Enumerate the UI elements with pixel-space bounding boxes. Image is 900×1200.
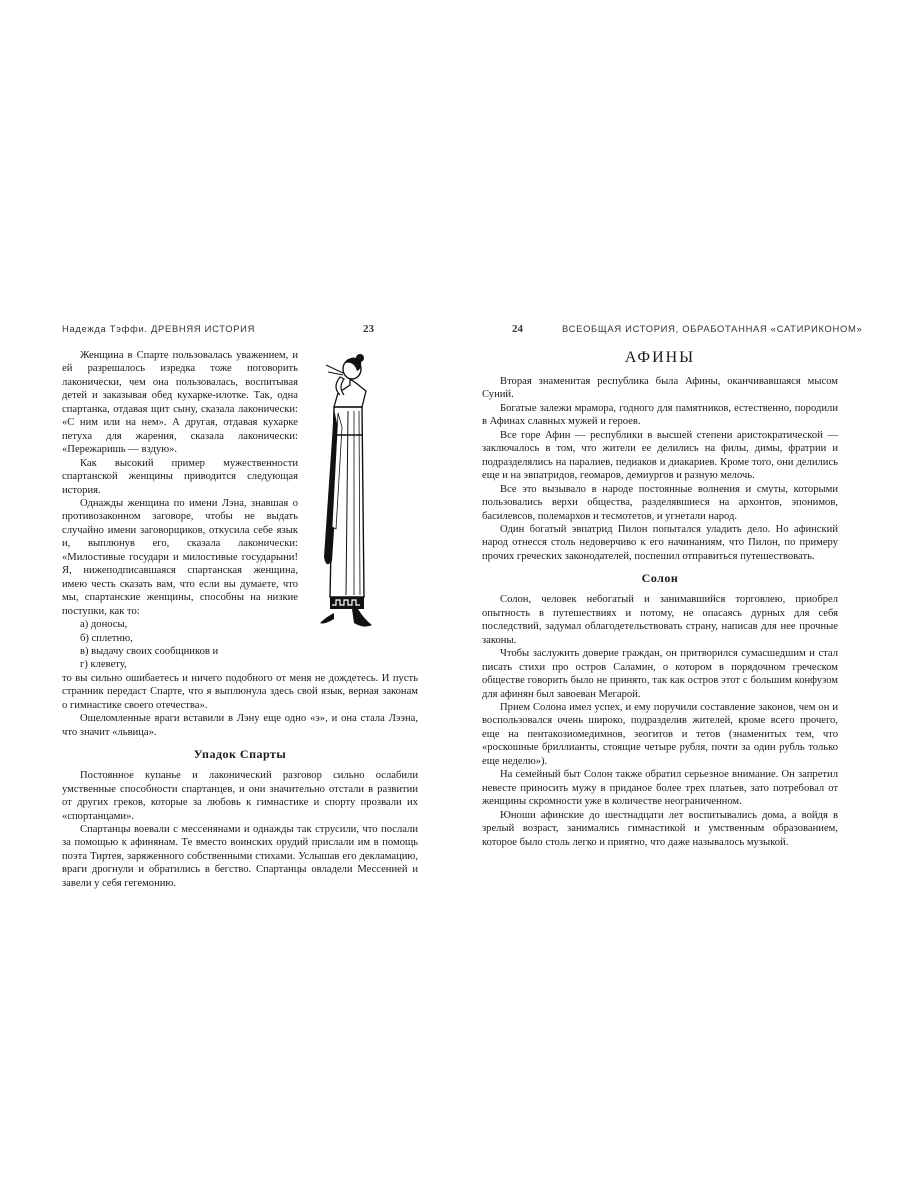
- paragraph: Солон, человек небогатый и занимавшийся торговлею, приобрел опытность в путешествиях и потому, не опасаясь дурных для себя последствий, задумал облагодетельствовать страну, написав для нее прочные законы.: [482, 594, 838, 646]
- left-running-head: [62, 323, 418, 337]
- paragraph: Юноши афинские до шестнадцати лет воспитывались дома, а войдя в зрелый возраст, занимались гимнастикой и умственным образованием, которое было столь легко и приятно, что даже называлось музыкой.: [482, 809, 838, 848]
- section-title: Солон: [641, 571, 679, 586]
- paragraph: Постоянное купанье и лаконический разговор сильно ослабили умственные способности спартанцев, и они значительно отстали в развитии от других греков, которые за любовь к гимнастике и спорту прозвали их «спортанцами».: [62, 770, 418, 822]
- paragraph: На семейный быт Солон также обратил серьезное внимание. Он запретил невесте приносить мужу в приданое более трех платьев, зато потребовал от женщины скромности уже в количестве неограниченном.: [482, 769, 838, 808]
- right-page-number: 24: [512, 323, 523, 335]
- paragraph: Спартанцы воевали с мессенянами и однажды так струсили, что послали за помощью к афинянам. Те вместо воинских орудий прислали им в помощь поэта Тиртея, заряженного собственными стихами. Услышав его декламацию, враги дрогнули и обратились в бегство. Спартанцы овладели Мессенией и завели у себя гегемонию.: [62, 823, 418, 889]
- list-item: а) доносы,: [80, 619, 128, 631]
- wrapped-text-block: [62, 349, 298, 672]
- paragraph: Все это вызывало в народе постоянные волнения и смуты, которыми пользовались верхи общества, разделявшиеся на архонтов, эпонимов, басилевсов, полемархов и тесмотетов, и угнетали народ.: [482, 483, 838, 522]
- paragraph: Прием Солона имел успех, и ему поручили составление законов, чем он и воспользовался очень широко, подразделив жителей, кроме всего прочего, еще на пентакозиомедимнов, зеогитов и тетов (знаменитых тем, что «роскошные бриллианты, стоящие четыре рубля, почти за один рубль только еще неделю»).: [482, 701, 838, 767]
- section-title: Упадок Спарты: [193, 747, 287, 762]
- left-page-number: 23: [363, 323, 374, 335]
- paragraph: Как высокий пример мужественности спартанской женщины приводится следующая история.: [62, 457, 298, 496]
- paragraph: то вы сильно ошибаетесь и ничего подобного от меня не дождетесь. И пусть странник передаст Спарте, что я выплюнула здесь свой язык, верная законам о гимнастике своего отечества».: [62, 672, 418, 711]
- spartan-woman-illustration: [312, 347, 384, 647]
- left-page: [62, 323, 418, 890]
- paragraph: Женщина в Спарте пользовалась уважением, и ей разрешалось изредка тоже поговорить лаконически, чем она пользовалась, воспитывая детей и заказывая обед кухарке-илотке. Так, одна спартанка, отдавая щит сыну, сказала лаконически: «С ним или на нем». А другая, отдавая кухарке петуха для жарения, сказала лаконически: «Пережаришь — вздую».: [62, 350, 298, 456]
- paragraph: Один богатый эвпатрид Пилон попытался уладить дело. Но афинский народ отнесся столь недоверчиво к его начинаниям, что Пилон, по примеру прочих греческих законодателей, поспешил отправиться путешествовать.: [482, 523, 838, 562]
- right-page: [482, 323, 863, 849]
- right-running-title: ВСЕОБЩАЯ ИСТОРИЯ, ОБРАБОТАННАЯ «САТИРИКОНОМ»: [562, 323, 863, 334]
- paragraph: Все горе Афин — республики в высшей степени аристократической — заключалось в том, что жители ее делились на филы, димы, фратрии и подразделялись на паралиев, педиаков и диакариев. Кроме того, они делились еще и на эвпатридов, геомаров, демиургов и разную мелочь.: [482, 429, 838, 482]
- paragraph: Ошеломленные враги вставили в Лэну еще одно «э», и она стала Лээна, что значит «львица».: [62, 713, 418, 738]
- list-item: в) выдачу своих сообщников и: [80, 645, 219, 657]
- list-item: г) клевету,: [80, 659, 127, 671]
- paragraph: Богатые залежи мрамора, годного для памятников, естественно, породили в Афинах славных мужей и героев.: [482, 402, 838, 428]
- paragraph: Чтобы заслужить доверие граждан, он притворился сумасшедшим и стал писать стихи про остров Саламин, о котором в порядочном греческом обществе говорить было не принято, так как остров этот с большим конфузом для афинян был завоеван Мегарой.: [482, 648, 838, 700]
- chapter-title: АФИНЫ: [624, 349, 696, 366]
- paragraph: Однажды женщина по имени Лэна, знавшая о противозаконном заговоре, чтобы не выдать случайно имени заговорщиков, откусила себе язык и, выплюнув его, сказала лаконически: «Милостивые государи и милостивые государыни! Я, нижеподписавшаяся спартанская женщина, имею честь сказать вам, что если вы думаете, что мы, спартанские женщины, способны на низкие поступки, как то:: [62, 497, 298, 617]
- right-running-head: [482, 323, 863, 337]
- list-item: б) сплетню,: [80, 632, 133, 644]
- paragraph: Вторая знаменитая республика была Афины, оканчивавшаяся мысом Суний.: [482, 376, 838, 401]
- right-page-text: [482, 349, 838, 849]
- left-running-title: Надежда Тэффи. ДРЕВНЯЯ ИСТОРИЯ: [62, 323, 256, 334]
